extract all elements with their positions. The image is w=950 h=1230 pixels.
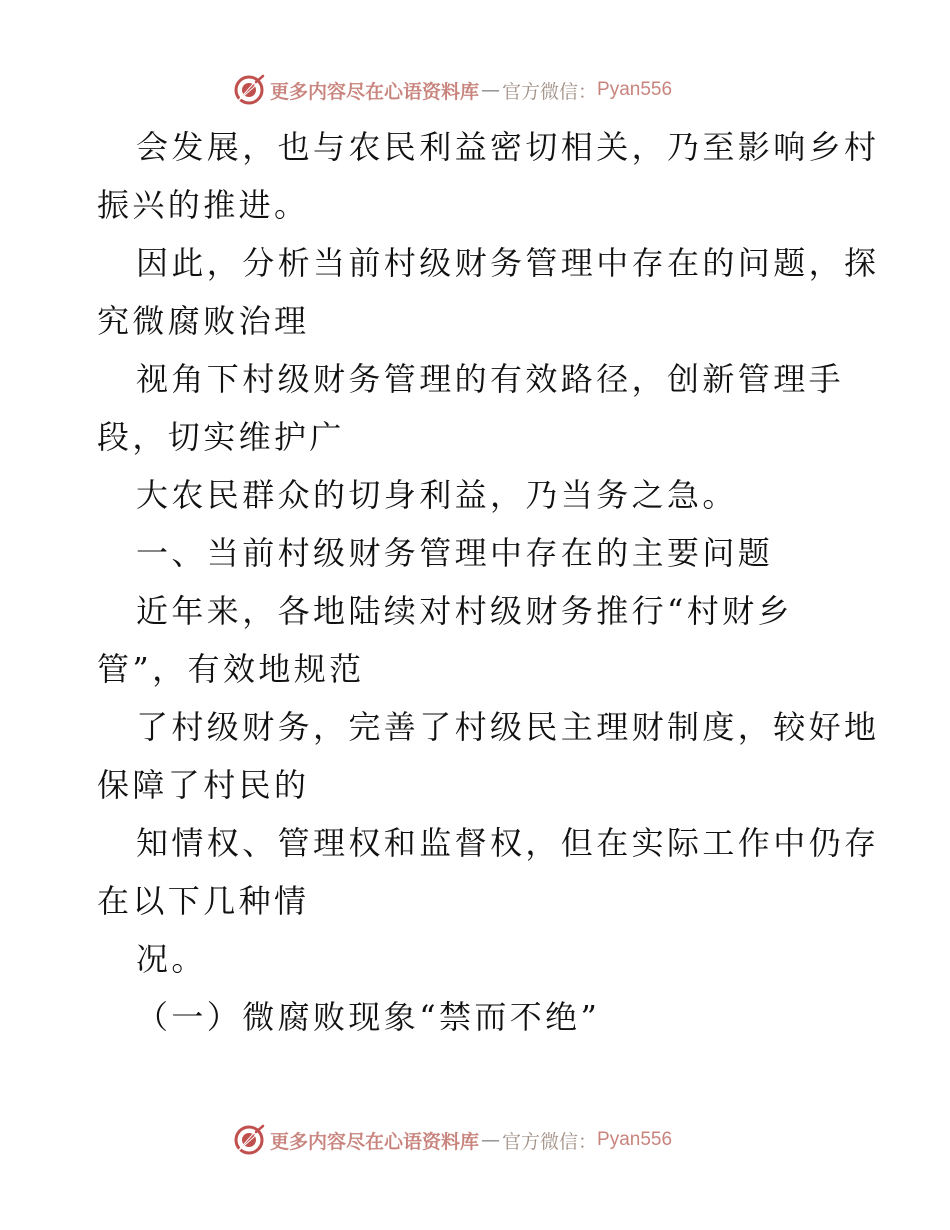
body-line: 视角下村级财务管理的有效路径，创新管理手 bbox=[136, 360, 845, 398]
watermark-dash: — bbox=[481, 79, 501, 101]
watermark-wechat-id: Pyan556 bbox=[597, 1129, 673, 1150]
body-line: 保障了村民的 bbox=[97, 766, 310, 804]
body-line: 段，切实维护广 bbox=[97, 418, 345, 456]
body-line: 究微腐败治理 bbox=[97, 302, 310, 340]
body-line: 会发展，也与农民利益密切相关，乃至影响乡村 bbox=[136, 128, 880, 166]
body-line: 知情权、管理权和监督权，但在实际工作中仍存 bbox=[136, 824, 880, 862]
subsection-heading: （一）微腐败现象“禁而不绝” bbox=[136, 998, 601, 1036]
body-line: 因此，分析当前村级财务管理中存在的问题，探 bbox=[136, 244, 880, 282]
document-body bbox=[0, 118, 950, 1046]
body-line: 振兴的推进。 bbox=[97, 186, 310, 224]
watermark-wechat-label: 官方微信： bbox=[502, 1130, 598, 1153]
watermark-wechat-id: Pyan556 bbox=[597, 79, 673, 100]
body-line: 近年来，各地陆续对村级财务推行“村财乡 bbox=[136, 592, 793, 630]
section-heading: 一、当前村级财务管理中存在的主要问题 bbox=[136, 534, 774, 572]
quill-circle-logo-icon bbox=[232, 73, 266, 107]
watermark-wechat-label: 官方微信： bbox=[502, 80, 598, 103]
watermark-header bbox=[232, 70, 752, 110]
body-line: 况。 bbox=[136, 940, 207, 978]
quill-circle-logo-icon bbox=[232, 1123, 266, 1157]
watermark-dash: — bbox=[481, 1129, 501, 1151]
body-line: 在以下几种情 bbox=[97, 882, 310, 920]
body-line: 了村级财务，完善了村级民主理财制度，较好地 bbox=[136, 708, 880, 746]
watermark-footer bbox=[232, 1120, 752, 1160]
body-line: 管”，有效地规范 bbox=[97, 650, 365, 688]
watermark-site-name: 更多内容尽在心语资料库 bbox=[270, 1130, 480, 1153]
watermark-site-name: 更多内容尽在心语资料库 bbox=[270, 80, 480, 103]
body-line: 大农民群众的切身利益，乃当务之急。 bbox=[136, 476, 738, 514]
